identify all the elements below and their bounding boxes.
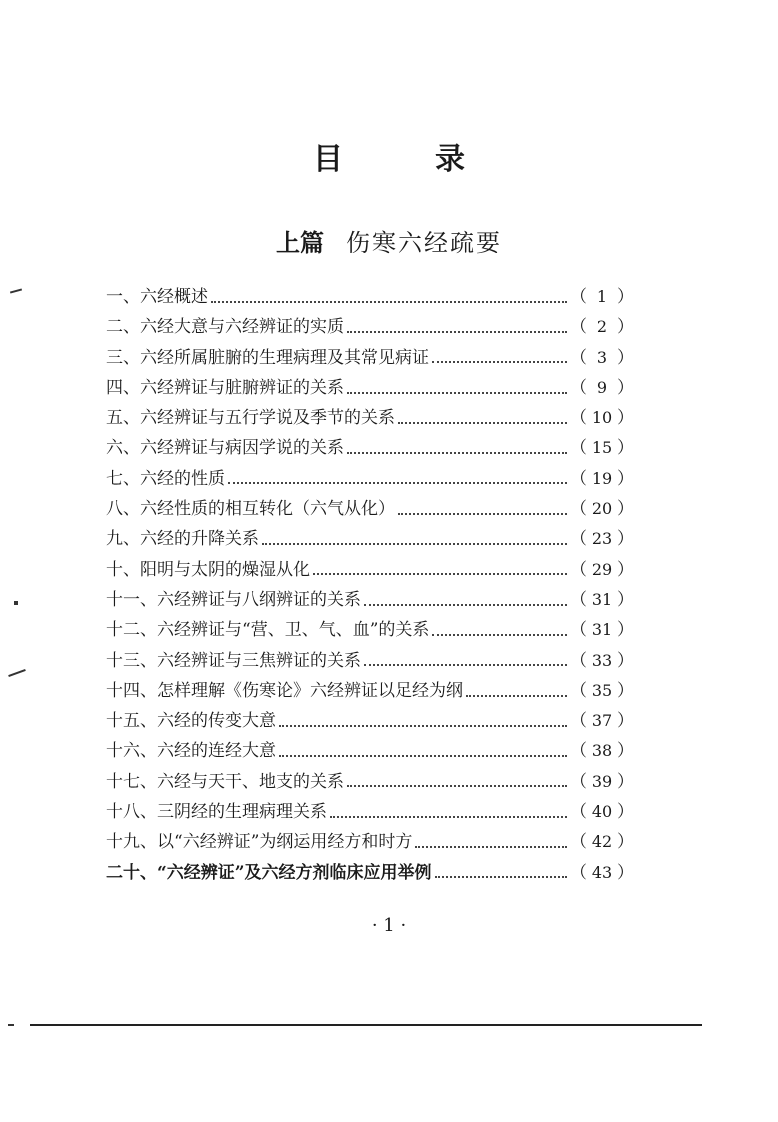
toc-entry-page: 43	[591, 862, 613, 882]
toc-entry-title: 四、六经辨证与脏腑辨证的关系	[106, 377, 344, 398]
toc-entry-page: 3	[596, 347, 608, 367]
dot-leader	[435, 875, 567, 878]
toc-entry-page: 9	[596, 377, 608, 397]
open-paren: （	[570, 680, 587, 701]
toc-entry-page: 20	[591, 499, 613, 519]
toc-entry	[106, 676, 634, 706]
toc-entry	[106, 797, 634, 827]
page-number: · 1 ·	[371, 915, 407, 936]
toc-entry-title: 二、六经大意与六经辨证的实质	[106, 317, 344, 338]
toc-entry	[106, 858, 634, 888]
toc-entry-title: 十八、三阴经的生理病理关系	[106, 802, 327, 823]
close-paren: ）	[617, 317, 634, 338]
open-paren: （	[570, 499, 587, 520]
close-paren: ）	[617, 347, 634, 368]
dot-leader	[466, 694, 567, 697]
close-paren: ）	[617, 499, 634, 520]
dot-leader	[228, 481, 567, 484]
close-paren: ）	[617, 620, 634, 641]
open-paren: （	[570, 589, 587, 610]
toc-entry	[106, 736, 634, 766]
toc-entry	[106, 282, 634, 312]
open-paren: （	[570, 347, 587, 368]
dot-leader	[347, 784, 567, 787]
toc-entry	[106, 706, 634, 736]
close-paren: ）	[617, 650, 634, 671]
toc-entry-page: 19	[591, 468, 613, 488]
toc-entry-title: 十四、怎样理解《伤寒论》六经辨证以足经为纲	[106, 680, 463, 701]
toc-entry-page: 42	[591, 832, 613, 852]
close-paren: ）	[617, 802, 634, 823]
toc-entry-page: 39	[591, 771, 613, 791]
toc-entry	[106, 312, 634, 342]
open-paren: （	[570, 377, 587, 398]
open-paren: （	[570, 529, 587, 550]
scan-mark	[14, 601, 18, 605]
dot-leader	[347, 451, 567, 454]
table-of-contents	[106, 282, 634, 888]
scan-mark	[10, 288, 22, 293]
dot-leader	[364, 603, 567, 606]
toc-entry-page: 29	[591, 559, 613, 579]
dot-leader	[347, 391, 567, 394]
dot-leader	[364, 663, 567, 666]
toc-entry-page: 38	[591, 741, 613, 761]
close-paren: ）	[617, 862, 634, 883]
toc-entry-page: 15	[591, 438, 613, 458]
toc-entry-title: 十七、六经与天干、地支的关系	[106, 771, 344, 792]
toc-entry	[106, 433, 634, 463]
toc-entry-title: 九、六经的升降关系	[106, 529, 259, 550]
dot-leader	[432, 633, 567, 636]
toc-entry-title: 十、阳明与太阴的燥湿从化	[106, 559, 310, 580]
part-label: 上篇	[276, 229, 324, 257]
close-paren: ）	[617, 438, 634, 459]
toc-entry-title: 十六、六经的连经大意	[106, 741, 276, 762]
dot-leader	[279, 754, 567, 757]
toc-entry-page: 31	[591, 620, 613, 640]
toc-entry	[106, 373, 634, 403]
toc-entry-title: 五、六经辨证与五行学说及季节的关系	[106, 408, 395, 429]
open-paren: （	[570, 408, 587, 429]
dot-leader	[330, 815, 567, 818]
dot-leader	[211, 300, 567, 303]
toc-entry-title: 二十、“六经辨证”及六经方剂临床应用举例	[106, 862, 432, 883]
open-paren: （	[570, 438, 587, 459]
toc-entry	[106, 403, 634, 433]
open-paren: （	[570, 620, 587, 641]
toc-entry-title: 十三、六经辨证与三焦辨证的关系	[106, 650, 361, 671]
toc-entry	[106, 615, 634, 645]
toc-entry	[106, 555, 634, 585]
toc-entry-page: 33	[591, 650, 613, 670]
close-paren: ）	[617, 680, 634, 701]
toc-entry-page: 23	[591, 529, 613, 549]
toc-entry-title: 十二、六经辨证与“营、卫、气、血”的关系	[106, 620, 430, 641]
toc-entry-page: 37	[591, 711, 613, 731]
close-paren: ）	[617, 832, 634, 853]
toc-entry	[106, 494, 634, 524]
dot-leader	[313, 572, 567, 575]
close-paren: ）	[617, 711, 634, 732]
close-paren: ）	[617, 287, 634, 307]
dot-leader	[398, 512, 567, 515]
open-paren: （	[570, 771, 587, 792]
toc-entry-title: 十五、六经的传变大意	[106, 711, 276, 732]
open-paren: （	[570, 287, 587, 307]
open-paren: （	[570, 741, 587, 762]
close-paren: ）	[617, 408, 634, 429]
toc-entry-title: 十一、六经辨证与八纲辨证的关系	[106, 589, 361, 610]
close-paren: ）	[617, 529, 634, 550]
toc-entry	[106, 827, 634, 857]
toc-entry-page: 40	[591, 802, 613, 822]
scan-mark	[8, 1024, 14, 1026]
toc-entry-page: 31	[591, 589, 613, 609]
open-paren: （	[570, 862, 587, 883]
toc-entry	[106, 585, 634, 615]
toc-entry-page: 1	[596, 287, 608, 306]
open-paren: （	[570, 468, 587, 489]
part-name: 伤寒六经疏要	[346, 229, 502, 257]
page-title: 目录	[313, 142, 557, 177]
toc-entry	[106, 343, 634, 373]
toc-entry	[106, 767, 634, 797]
bottom-rule	[30, 1024, 702, 1026]
toc-entry	[106, 524, 634, 554]
toc-entry	[106, 464, 634, 494]
toc-entry-title: 三、六经所属脏腑的生理病理及其常见病证	[106, 347, 429, 368]
open-paren: （	[570, 802, 587, 823]
dot-leader	[415, 845, 567, 848]
toc-entry-title: 一、六经概述	[106, 287, 208, 307]
scan-mark	[8, 669, 26, 677]
close-paren: ）	[617, 589, 634, 610]
open-paren: （	[570, 650, 587, 671]
toc-entry-title: 十九、以“六经辨证”为纲运用经方和时方	[106, 832, 413, 853]
toc-entry-page: 2	[596, 317, 608, 337]
toc-entry-page: 10	[591, 408, 613, 428]
toc-entry-title: 六、六经辨证与病因学说的关系	[106, 438, 344, 459]
toc-entry-page: 35	[591, 680, 613, 700]
close-paren: ）	[617, 559, 634, 580]
part-heading	[0, 226, 778, 260]
dot-leader	[398, 421, 567, 424]
open-paren: （	[570, 559, 587, 580]
toc-entry-title: 八、六经性质的相互转化（六气从化）	[106, 499, 395, 520]
close-paren: ）	[617, 741, 634, 762]
dot-leader	[279, 724, 567, 727]
dot-leader	[432, 360, 567, 363]
dot-leader	[262, 542, 567, 545]
close-paren: ）	[617, 468, 634, 489]
open-paren: （	[570, 711, 587, 732]
toc-entry	[106, 646, 634, 676]
toc-entry-title: 七、六经的性质	[106, 468, 225, 489]
close-paren: ）	[617, 771, 634, 792]
dot-leader	[347, 330, 567, 333]
open-paren: （	[570, 832, 587, 853]
open-paren: （	[570, 317, 587, 338]
close-paren: ）	[617, 377, 634, 398]
